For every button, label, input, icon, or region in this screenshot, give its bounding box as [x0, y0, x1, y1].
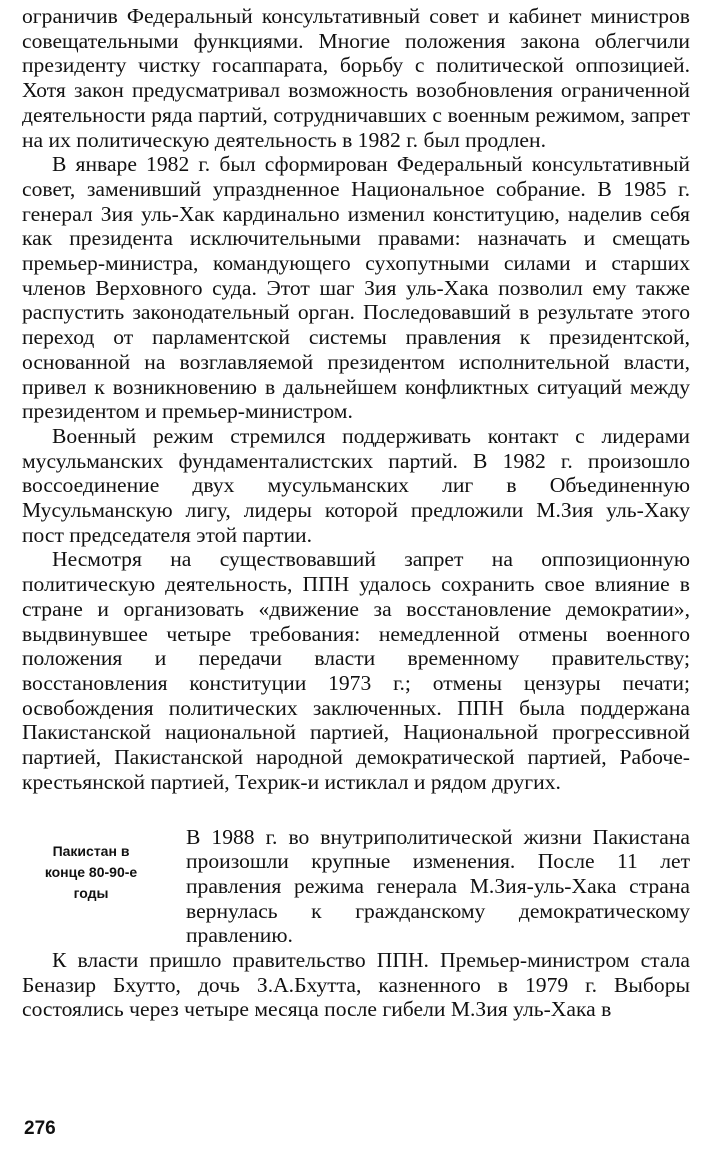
section-text [160, 825, 690, 949]
section-heading-line-1: Пакистан в [52, 842, 130, 859]
page-content [22, 4, 690, 1022]
paragraph-4: Несмотря на существовавший запрет на оппозиционную политическую деятельность, ППН удалось сохранить свое влияние в стране и организовать «движение за восстановление демократии», выдвинувшее четыре требования: немедленной отмены военного положения и передачи власти временному правительству; восстановления конституции 1973 г.; отмены цензуры печати; освобождения политических заключенных. ППН была поддержана Пакистанской национальной партией, Национальной прогрессивной партией, Пакистанской народной демократической партией, Рабоче-крестьянской партией, Техрик-и истиклал и рядом других. [22, 547, 690, 794]
section-heading-line-2: конце 80-90-е [44, 863, 138, 880]
paragraph-2: В январе 1982 г. был сформирован Федеральный консультативный совет, заменивший упраздненное Национальное собрание. В 1985 г. генерал Зия уль-Хак кардинально изменил конституцию, наделив себя как президента исключительными правами: назначать и смещать премьер-министра, командующего сухопутными силами и старших членов Верховного суда. Этот шаг Зия уль-Хака позволил ему также распустить законодательный орган. Последовавший в результате этого переход от парламентской системы правления к президентской, основанной на возглавляемой президентом исполнительной власти, привел к возникновению в дальнейшем конфликтных ситуаций между президентом и премьер-министром. [22, 152, 690, 424]
section-heading-line-3: годы [73, 884, 109, 901]
section-margin-heading [22, 825, 160, 949]
paragraph-3: Военный режим стремился поддерживать контакт с лидерами мусульманских фундаменталистских партий. В 1982 г. произошло воссоединение двух мусульманских лиг в Объединенную Мусульманскую лигу, лидеры которой предложили М.Зия уль-Хаку пост председателя этой партии. [22, 423, 690, 547]
section-paragraph: В 1988 г. во внутриполитической жизни Пакистана произошли крупные изменения. После 11 лет правления режима генерала М.Зия-уль-Хака страна вернулась к гражданскому демократическому правлению. [186, 824, 690, 948]
paragraph-1: ограничив Федеральный консультативный совет и кабинет министров совещательными функциями. Многие положения закона облегчили президенту чистку госаппарата, борьбу с политической оппозицией. Хотя закон предусматривал возможность возобновления ограниченной деятельности ряда партий, сотрудничавших с военным режимом, запрет на их политическую деятельность в 1982 г. был продлен. [22, 4, 690, 152]
page-number: 276 [24, 1118, 56, 1139]
paragraph-last: К власти пришло правительство ППН. Премьер-министром стала Беназир Бхутто, дочь З.А.Бхутта, казненного в 1979 г. Выборы состоялись через четыре месяца после гибели М.Зия уль-Хака в [22, 948, 690, 1022]
section-block [22, 825, 690, 949]
